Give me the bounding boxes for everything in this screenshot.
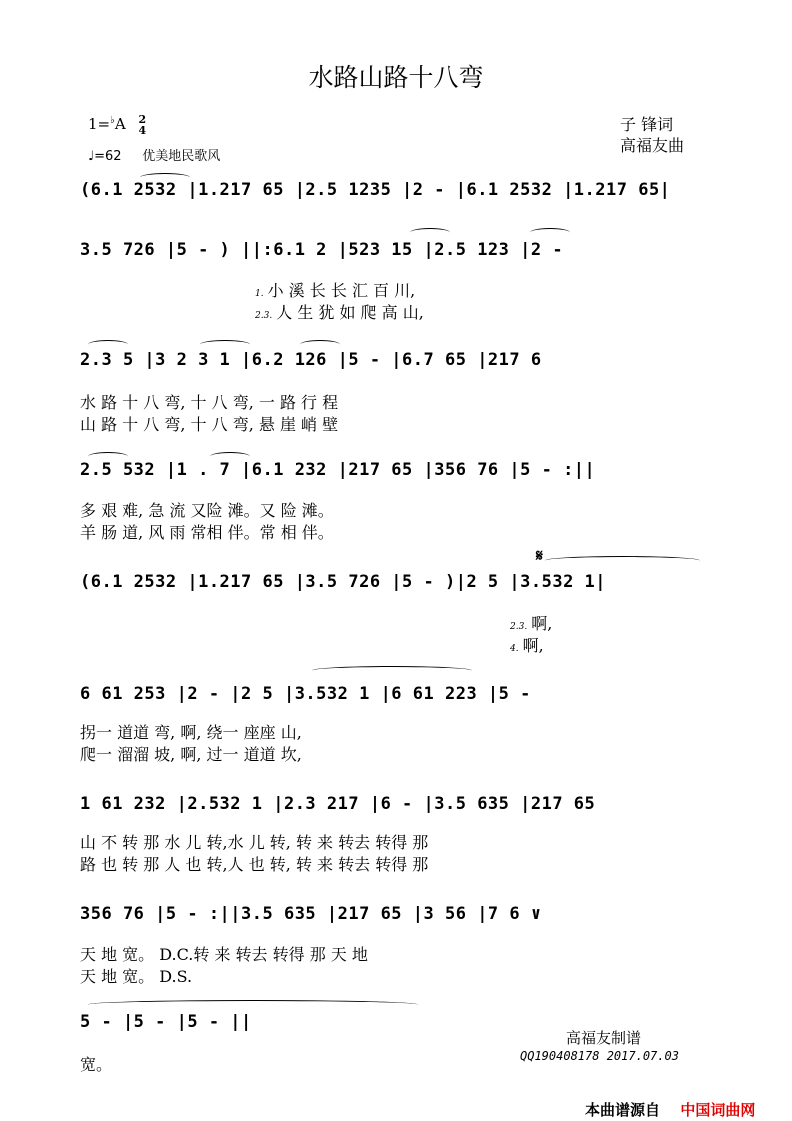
notation-row-1: (6.1 2532 |1.217 65 |2.5 1235 |2 - |6.1 2532 |1.217 65| bbox=[80, 180, 671, 200]
lyric-line: 山 路 十 八 弯, 十 八 弯, 悬 崖 峭 壁 bbox=[80, 415, 339, 434]
lyric-text: 啊, bbox=[531, 614, 553, 633]
lyric-line: 天 地 宽。 D.C.转 来 转去 转得 那 天 地 bbox=[80, 945, 368, 964]
lyric-line: 路 也 转 那 人 也 转,人 也 转, 转 来 转去 转得 那 bbox=[80, 855, 429, 874]
lyric-text: 人 生 犹 如 爬 高 山, bbox=[276, 303, 424, 322]
lyric-line bbox=[255, 300, 424, 323]
lyric-line: 天 地 宽。 D.S. bbox=[80, 967, 193, 986]
notation-row-4: 2.5 532 |1 . 7 |6.1 232 |217 65 |356 76 |5 - :|| bbox=[80, 460, 596, 480]
lyric-line: 水 路 十 八 弯, 十 八 弯, 一 路 行 程 bbox=[80, 393, 339, 412]
verse-number: 4. bbox=[510, 644, 519, 654]
slur-mark bbox=[530, 228, 570, 237]
slur-mark bbox=[88, 340, 128, 349]
notation-row-3: 2.3 5 |3 2 3 1 |6.2 126 |5 - |6.7 65 |217 6 bbox=[80, 350, 542, 370]
slur-mark bbox=[300, 340, 340, 349]
lyric-line bbox=[510, 633, 544, 656]
lyric-line bbox=[255, 278, 415, 301]
time-signature bbox=[138, 114, 146, 136]
key-signature bbox=[88, 114, 146, 136]
slur-mark bbox=[210, 452, 250, 461]
time-numerator: 2 bbox=[138, 113, 147, 126]
lyric-line: 拐一 道道 弯, 啊, 绕一 座座 山, bbox=[80, 723, 302, 742]
notation-row-8: 356 76 |5 - :||3.5 635 |217 65 |3 56 |7 6 ∨ bbox=[80, 904, 542, 924]
slur-mark bbox=[312, 666, 472, 675]
lyric-text: 啊, bbox=[522, 636, 544, 655]
slur-mark bbox=[410, 228, 450, 237]
notation-row-6: 6 61 253 |2 - |2 5 |3.532 1 |6 61 223 |5 - bbox=[80, 684, 531, 704]
notation-row-2: 3.5 726 |5 - ) ||:6.1 2 |523 15 |2.5 123 |2 - bbox=[80, 240, 564, 260]
lyric-text: 小 溪 长 长 汇 百 川, bbox=[267, 281, 416, 300]
verse-number: 2.3. bbox=[255, 311, 273, 321]
segno-icon: 𝄋 bbox=[536, 546, 543, 565]
slur-mark bbox=[200, 340, 250, 349]
page-title: 水路山路十八弯 bbox=[308, 63, 484, 92]
lyricist-credit: 子 锋词 bbox=[620, 115, 674, 134]
tempo-line bbox=[88, 145, 220, 164]
slur-mark bbox=[545, 556, 700, 565]
tempo-mark: ♩=62 bbox=[88, 149, 122, 164]
lyric-line: 山 不 转 那 水 儿 转,水 儿 转, 转 来 转去 转得 那 bbox=[80, 833, 429, 852]
composer-credit: 高福友曲 bbox=[620, 136, 685, 155]
slur-mark bbox=[88, 1000, 418, 1009]
source-line bbox=[585, 1099, 755, 1120]
notation-row-9: 5 - |5 - |5 - || bbox=[80, 1012, 252, 1032]
verse-number: 1. bbox=[255, 289, 264, 299]
tempo-style: 优美地民歌风 bbox=[142, 149, 221, 164]
flat-sign: ♭ bbox=[110, 115, 115, 126]
source-label: 本曲谱源自 bbox=[585, 1101, 661, 1119]
notation-row-7: 1 61 232 |2.532 1 |2.3 217 |6 - |3.5 635 |217 65 bbox=[80, 794, 596, 814]
source-site-link[interactable]: 中国词曲网 bbox=[680, 1101, 756, 1119]
lyric-line: 羊 肠 道, 风 雨 常相 伴。常 相 伴。 bbox=[80, 523, 334, 542]
lyric-line: 多 艰 难, 急 流 又险 滩。又 险 滩。 bbox=[80, 501, 334, 520]
notation-row-5: (6.1 2532 |1.217 65 |3.5 726 |5 - )|2 5 |3.532 1| bbox=[80, 572, 607, 592]
key-prefix: 1= bbox=[88, 115, 111, 133]
contact-info: QQ190408178 2017.07.03 bbox=[520, 1049, 679, 1063]
transcriber-credit: 高福友制谱 bbox=[566, 1029, 642, 1047]
time-denominator: 4 bbox=[138, 124, 147, 137]
lyric-line bbox=[510, 611, 552, 634]
lyric-line: 爬一 溜溜 坡, 啊, 过一 道道 坎, bbox=[80, 745, 302, 764]
key-letter: A bbox=[114, 115, 126, 133]
verse-number: 2.3. bbox=[510, 622, 528, 632]
slur-mark bbox=[140, 173, 190, 182]
lyric-line: 宽。 bbox=[80, 1055, 113, 1074]
slur-mark bbox=[88, 452, 128, 461]
